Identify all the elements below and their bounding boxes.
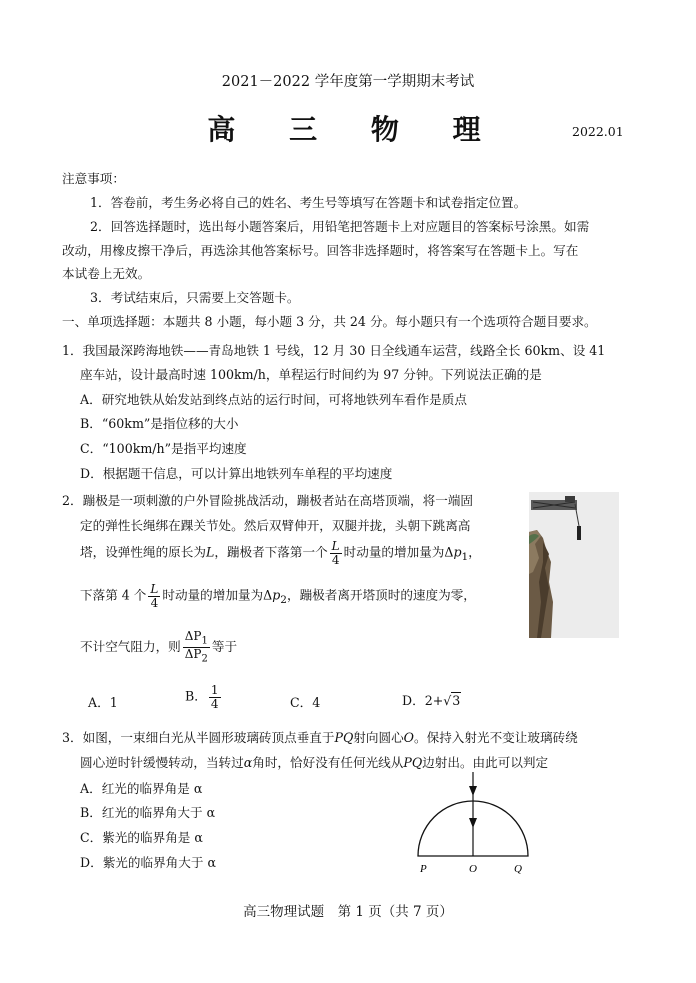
sqrt-3: 3 bbox=[452, 693, 461, 708]
bungee-illustration bbox=[529, 492, 619, 638]
q2-stem-a: 2．蹦极是一项刺激的户外冒险挑战活动，蹦极者站在高塔顶端，将一端固 bbox=[62, 493, 474, 508]
section-heading: 一、单项选择题：本题共 8 小题，每小题 3 分，共 24 分。每小题只有一个选项符合题目要求。 bbox=[62, 314, 597, 329]
q1-option-a: A．研究地铁从始发站到终点站的运行时间，可将地铁列车看作是质点 bbox=[80, 392, 467, 407]
fraction-L-over-4: $\frac{L}{4}$ bbox=[150, 582, 159, 610]
q2-text: ，蹦极者下落第一个 bbox=[214, 544, 328, 560]
q2-text: 时动量的增加量为Δ bbox=[343, 544, 454, 560]
notice-item-2c: 本试卷上无效。 bbox=[62, 266, 151, 281]
exam-title: 2021－2022 学年度第一学期期末考试 bbox=[221, 74, 475, 90]
q2-text: 塔，设弹性绳的原长为 bbox=[80, 544, 206, 560]
var-p: p bbox=[453, 544, 462, 560]
subscript: 1 bbox=[461, 551, 469, 564]
label-P: P bbox=[420, 863, 427, 875]
q2-stem-c bbox=[80, 540, 481, 566]
q2-stem-b: 定的弹性长绳绑在踝关节处。然后双臂伸开，双腿并拢，头朝下跳离高 bbox=[80, 518, 471, 533]
page-footer: 高三物理试题 第 1 页（共 7 页） bbox=[243, 904, 453, 920]
q1-option-b: B．“60km”是指位移的大小 bbox=[80, 416, 239, 431]
q2-option-b: B． $\frac{1}{4}$ bbox=[185, 683, 219, 711]
q2-option-d: D．2+√3 bbox=[402, 693, 461, 708]
subject-title: 高 三 物 理 bbox=[207, 113, 503, 146]
bungee-photo bbox=[529, 492, 619, 638]
notice-item-1: 1．答卷前，考生务必将自己的姓名、考生号等填写在答题卡和试卷指定位置。 bbox=[90, 195, 527, 210]
q1-stem-b: 座车站，设计最高时速 100km/h，单程运行时间约为 97 分钟。下列说法正确的是 bbox=[80, 367, 542, 382]
q3-option-b: B．红光的临界角大于 α bbox=[80, 805, 216, 820]
fraction-dp1-over-dp2: $\frac{\Delta P_1}{\Delta P_2}$ bbox=[184, 629, 208, 665]
notice-item-3: 3．考试结束后，只需要上交答题卡。 bbox=[90, 290, 300, 305]
label-O: O bbox=[469, 863, 477, 875]
q3-option-a: A．红光的临界角是 α bbox=[80, 781, 203, 796]
q2-text: 时动量的增加量为Δ bbox=[162, 587, 273, 603]
q3-option-c: C．紫光的临界角是 α bbox=[80, 830, 203, 845]
q1-option-c: C．“100km/h”是指平均速度 bbox=[80, 441, 247, 456]
q3-stem-b: 圆心逆时针缓慢转动，当转过α角时，恰好没有任何光线从PQ边射出。由此可以判定 bbox=[80, 755, 549, 770]
q2-stem-d bbox=[80, 583, 476, 609]
q1-option-d: D．根据题干信息，可以计算出地铁列车单程的平均速度 bbox=[80, 466, 393, 481]
q2-text: 不计空气阻力，则 bbox=[80, 638, 181, 654]
var-p: p bbox=[272, 587, 281, 603]
notice-heading: 注意事项： bbox=[62, 171, 125, 186]
fraction-1-over-4: $\frac{1}{4}$ bbox=[210, 683, 219, 711]
label-Q: Q bbox=[514, 863, 522, 875]
q2-stem-e bbox=[80, 630, 237, 665]
var-PQ: PQ bbox=[403, 755, 423, 770]
subscript: 2 bbox=[280, 594, 287, 607]
q2-text: ，蹦极者离开塔顶时的速度为零， bbox=[286, 587, 476, 603]
notice-item-2a: 2．回答选择题时，选出每小题答案后，用铅笔把答题卡上对应题目的答案标号涂黑。如需 bbox=[90, 219, 590, 234]
fraction-L-over-4: $\frac{L}{4}$ bbox=[331, 539, 340, 567]
arrow-down-icon bbox=[469, 786, 477, 796]
q2-option-c: C．4 bbox=[290, 695, 321, 710]
var-PQ: PQ bbox=[334, 730, 354, 745]
q2-text: ， bbox=[468, 544, 481, 560]
q1-stem-a: 1．我国最深跨海地铁——青岛地铁 1 号线，12 月 30 日全线通车运营，线路全长 60km、设 41 bbox=[62, 343, 606, 358]
q2-text: 下落第 4 个 bbox=[80, 587, 147, 603]
var-L: L bbox=[205, 544, 215, 560]
notice-item-2b: 改动，用橡皮擦干净后，再选涂其他答案标号。回答非选择题时，将答案写在答题卡上。写在 bbox=[62, 243, 579, 258]
arrow-down-icon bbox=[469, 818, 477, 828]
q2-text: 等于 bbox=[211, 638, 238, 654]
exam-date: 2022.01 bbox=[572, 124, 624, 139]
var-alpha: α bbox=[243, 755, 253, 770]
q2-option-a: A．1 bbox=[88, 695, 118, 710]
q3-option-d: D．紫光的临界角大于 α bbox=[80, 855, 216, 870]
q3-stem-a: 3．如图，一束细白光从半圆形玻璃砖顶点垂直于PQ射向圆心O。保持入射光不变让玻璃砖绕 bbox=[62, 730, 578, 745]
var-O: O bbox=[403, 730, 414, 745]
semicircle-glass-diagram bbox=[408, 770, 538, 878]
